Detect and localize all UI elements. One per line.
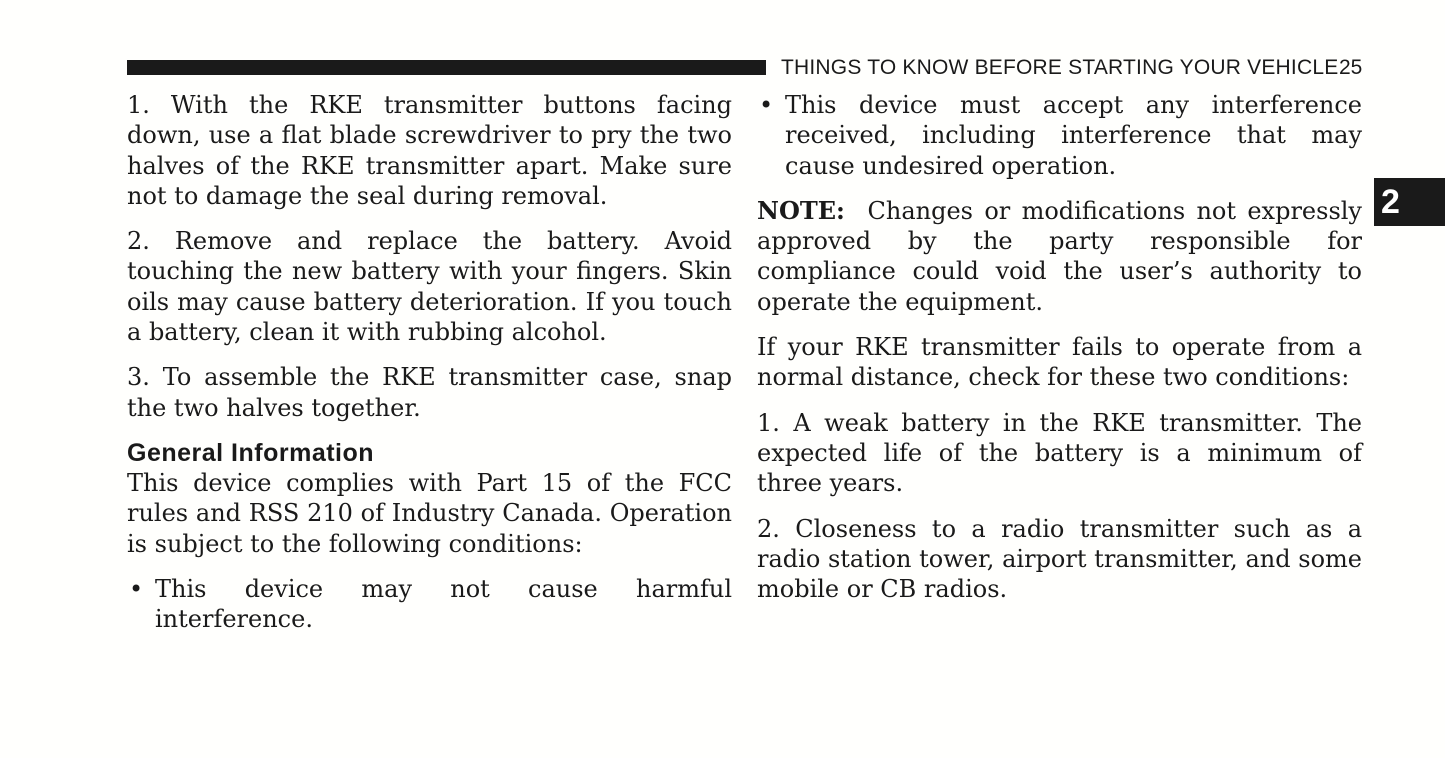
fcc-compliance-paragraph: This device complies with Part 15 of the FCC rules and RSS 210 of Industry Canada. Operation is subject to the following conditions: [127, 468, 732, 558]
condition-2-paragraph: 2. Closeness to a radio transmitter such as a radio station tower, airport transmitter, and some mobile or CB radios. [757, 514, 1362, 604]
left-column [127, 90, 732, 649]
step-1-paragraph: 1. With the RKE transmitter buttons facing down, use a flat blade screwdriver to pry the two halves of the RKE transmitter apart. Make sure not to damage the seal during removal. [127, 91, 732, 210]
bullet-text: This device must accept any interference received, including interference that may cause undesired operation. [785, 91, 1362, 180]
bullet-icon: • [759, 91, 774, 119]
note-text: Changes or modifications not expressly approved by the party responsible for compliance could void the user’s authority to operate the equipment. [757, 196, 1362, 316]
note-paragraph [757, 196, 1362, 317]
condition-bullet-item [757, 90, 1362, 181]
header-rule [127, 60, 766, 75]
condition-bullet-item [127, 574, 732, 635]
condition-1-paragraph: 1. A weak battery in the RKE transmitter. The expected life of the battery is a minimum of three years. [757, 408, 1362, 498]
page-number: 25 [1339, 56, 1363, 79]
step-2-paragraph: 2. Remove and replace the battery. Avoid touching the new battery with your fingers. Skin oils may cause battery deterioration. If you touch a battery, clean it with rubbing alcohol. [127, 227, 732, 347]
running-header-title: THINGS TO KNOW BEFORE STARTING YOUR VEHICLE [781, 56, 1339, 79]
bullet-text: This device may not cause harmful interference. [155, 574, 732, 634]
step-3-paragraph: 3. To assemble the RKE transmitter case, snap the two halves together. [127, 363, 732, 422]
note-label: NOTE: [757, 195, 845, 225]
general-information-heading: General Information [127, 438, 375, 467]
section-tab: 2 [1374, 178, 1445, 226]
right-column [757, 90, 1362, 619]
transmitter-fails-paragraph: If your RKE transmitter fails to operate from a normal distance, check for these two conditions: [757, 333, 1362, 392]
bullet-icon: • [129, 574, 144, 603]
